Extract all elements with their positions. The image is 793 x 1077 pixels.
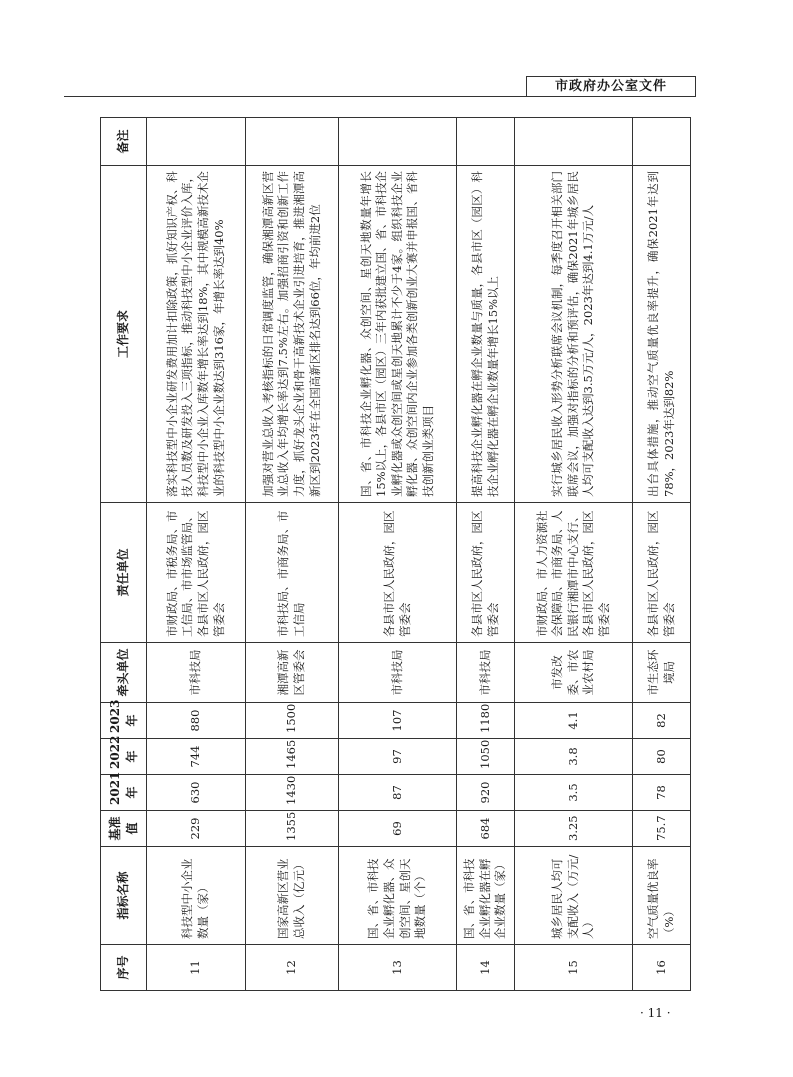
cell-base: 684 bbox=[457, 811, 515, 847]
cell-base: 1355 bbox=[246, 811, 339, 847]
cell-2023: 4.1 bbox=[515, 703, 633, 739]
cell-2022: 1465 bbox=[246, 739, 339, 775]
col-header-base: 基准值 bbox=[101, 811, 147, 847]
cell-note bbox=[339, 118, 457, 166]
cell-no: 13 bbox=[339, 945, 457, 991]
table-header-row bbox=[101, 118, 147, 991]
cell-no: 14 bbox=[457, 945, 515, 991]
table-row bbox=[515, 118, 633, 991]
cell-lead: 市生态环境局 bbox=[633, 643, 691, 703]
cell-base: 229 bbox=[147, 811, 246, 847]
rotated-table-frame bbox=[100, 118, 691, 991]
col-header-2022: 2022年 bbox=[101, 739, 147, 775]
cell-note bbox=[515, 118, 633, 166]
col-header-note: 备注 bbox=[101, 118, 147, 166]
cell-base: 3.25 bbox=[515, 811, 633, 847]
col-header-2023: 2023年 bbox=[101, 703, 147, 739]
cell-2022: 1050 bbox=[457, 739, 515, 775]
cell-lead: 市科技局 bbox=[339, 643, 457, 703]
cell-lead: 湘潭高新区管委会 bbox=[246, 643, 339, 703]
cell-lead: 市发改委、市农业农村局 bbox=[515, 643, 633, 703]
table-row bbox=[633, 118, 691, 991]
cell-name: 科技型中小企业数量（家） bbox=[147, 847, 246, 945]
cell-2021: 87 bbox=[339, 775, 457, 811]
cell-2023: 82 bbox=[633, 703, 691, 739]
document-header-label: 市政府办公室文件 bbox=[526, 76, 696, 97]
cell-note bbox=[633, 118, 691, 166]
header-rule bbox=[64, 96, 696, 97]
cell-2022: 3.8 bbox=[515, 739, 633, 775]
cell-name: 国、省、市科技企业孵化器、众创空间、星创天地数量（个） bbox=[339, 847, 457, 945]
cell-name: 空气质量优良率（%） bbox=[633, 847, 691, 945]
cell-2023: 1180 bbox=[457, 703, 515, 739]
cell-2022: 744 bbox=[147, 739, 246, 775]
cell-2021: 78 bbox=[633, 775, 691, 811]
cell-no: 11 bbox=[147, 945, 246, 991]
col-header-resp: 责任单位 bbox=[101, 503, 147, 643]
cell-no: 12 bbox=[246, 945, 339, 991]
table-row bbox=[246, 118, 339, 991]
cell-no: 15 bbox=[515, 945, 633, 991]
cell-req: 提高科技企业孵化器在孵企业数量与质量，各县市区（园区）科技企业孵化器在孵企业数量年增长15%以上 bbox=[457, 166, 515, 503]
cell-2021: 630 bbox=[147, 775, 246, 811]
cell-req: 落实科技型中小企业研发费用加计扣除政策，抓好知识产权、科技人员数及研发投入三项指标，推动科技型中小企业评价入库，科技型中小企业入库数年增长率达到18%，其中规模高新技术企业的科技型中小企业数达到316家，年增长率达到40% bbox=[147, 166, 246, 503]
cell-name: 国、省、市科技企业孵化器在孵企业数量（家） bbox=[457, 847, 515, 945]
col-header-no: 序号 bbox=[101, 945, 147, 991]
col-header-2021: 2021年 bbox=[101, 775, 147, 811]
cell-note bbox=[457, 118, 515, 166]
cell-base: 69 bbox=[339, 811, 457, 847]
table-row bbox=[339, 118, 457, 991]
cell-2022: 97 bbox=[339, 739, 457, 775]
cell-2023: 1500 bbox=[246, 703, 339, 739]
cell-2023: 107 bbox=[339, 703, 457, 739]
cell-req: 加强对营业总收入考核指标的日常调度监管，确保湘潭高新区营业总收入年均增长率达到7.5%左右。加强招商引资和创新工作力度，抓好龙头企业和骨干高新技术企业引进培育，推进湘潭高新区到2023年在全国高新区排名达到66位，年均前进2位 bbox=[246, 166, 339, 503]
table-row bbox=[457, 118, 515, 991]
col-header-req: 工作要求 bbox=[101, 166, 147, 503]
table-row bbox=[147, 118, 246, 991]
cell-resp: 市科技局、市商务局、市工信局 bbox=[246, 503, 339, 643]
cell-resp: 市财政局、市人力资源社会保障局、市商务局、人民银行湘潭市中心支行、各县市区人民政府，园区管委会 bbox=[515, 503, 633, 643]
cell-2023: 880 bbox=[147, 703, 246, 739]
cell-2021: 920 bbox=[457, 775, 515, 811]
cell-note bbox=[246, 118, 339, 166]
cell-resp: 各县市区人民政府，园区管委会 bbox=[339, 503, 457, 643]
cell-name: 国家高新区营业总收入（亿元） bbox=[246, 847, 339, 945]
cell-lead: 市科技局 bbox=[147, 643, 246, 703]
cell-req: 国、省、市科技企业孵化器、众创空间、星创天地数量年增长15%以上，各县市区（园区）三年内获批建立国、省、市科技企业孵化器或众创空间或星创天地累计不少于4家。组织科技企业孵化器、众创空间内企业参加各类创新创业大赛并申报国、省科技创新创业类项目 bbox=[339, 166, 457, 503]
cell-note bbox=[147, 118, 246, 166]
indicator-table bbox=[100, 117, 691, 991]
cell-req: 实行城乡居民收入形势分析联席会议机制，每季度召开相关部门联席会议，加强对指标的分析和预评估，确保2021年城乡居民人均可支配收入达到3.5万元/人，2023年达到4.1万元/人 bbox=[515, 166, 633, 503]
col-header-name: 指标名称 bbox=[101, 847, 147, 945]
cell-2022: 80 bbox=[633, 739, 691, 775]
indicator-table-container bbox=[100, 118, 691, 991]
cell-resp: 各县市区人民政府，园区管委会 bbox=[633, 503, 691, 643]
page-number: · 11 · bbox=[640, 1006, 671, 1020]
col-header-lead: 牵头单位 bbox=[101, 643, 147, 703]
cell-lead: 市科技局 bbox=[457, 643, 515, 703]
cell-resp: 市财政局、市税务局、市工信局、市市场监管局、各县市区人民政府，园区管委会 bbox=[147, 503, 246, 643]
cell-base: 75.7 bbox=[633, 811, 691, 847]
cell-name: 城乡居民人均可支配收入（万元/人） bbox=[515, 847, 633, 945]
cell-resp: 各县市区人民政府，园区管委会 bbox=[457, 503, 515, 643]
cell-no: 16 bbox=[633, 945, 691, 991]
cell-2021: 1430 bbox=[246, 775, 339, 811]
cell-2021: 3.5 bbox=[515, 775, 633, 811]
cell-req: 出台具体措施，推动空气质量优良率提升，确保2021年达到78%，2023年达到82% bbox=[633, 166, 691, 503]
